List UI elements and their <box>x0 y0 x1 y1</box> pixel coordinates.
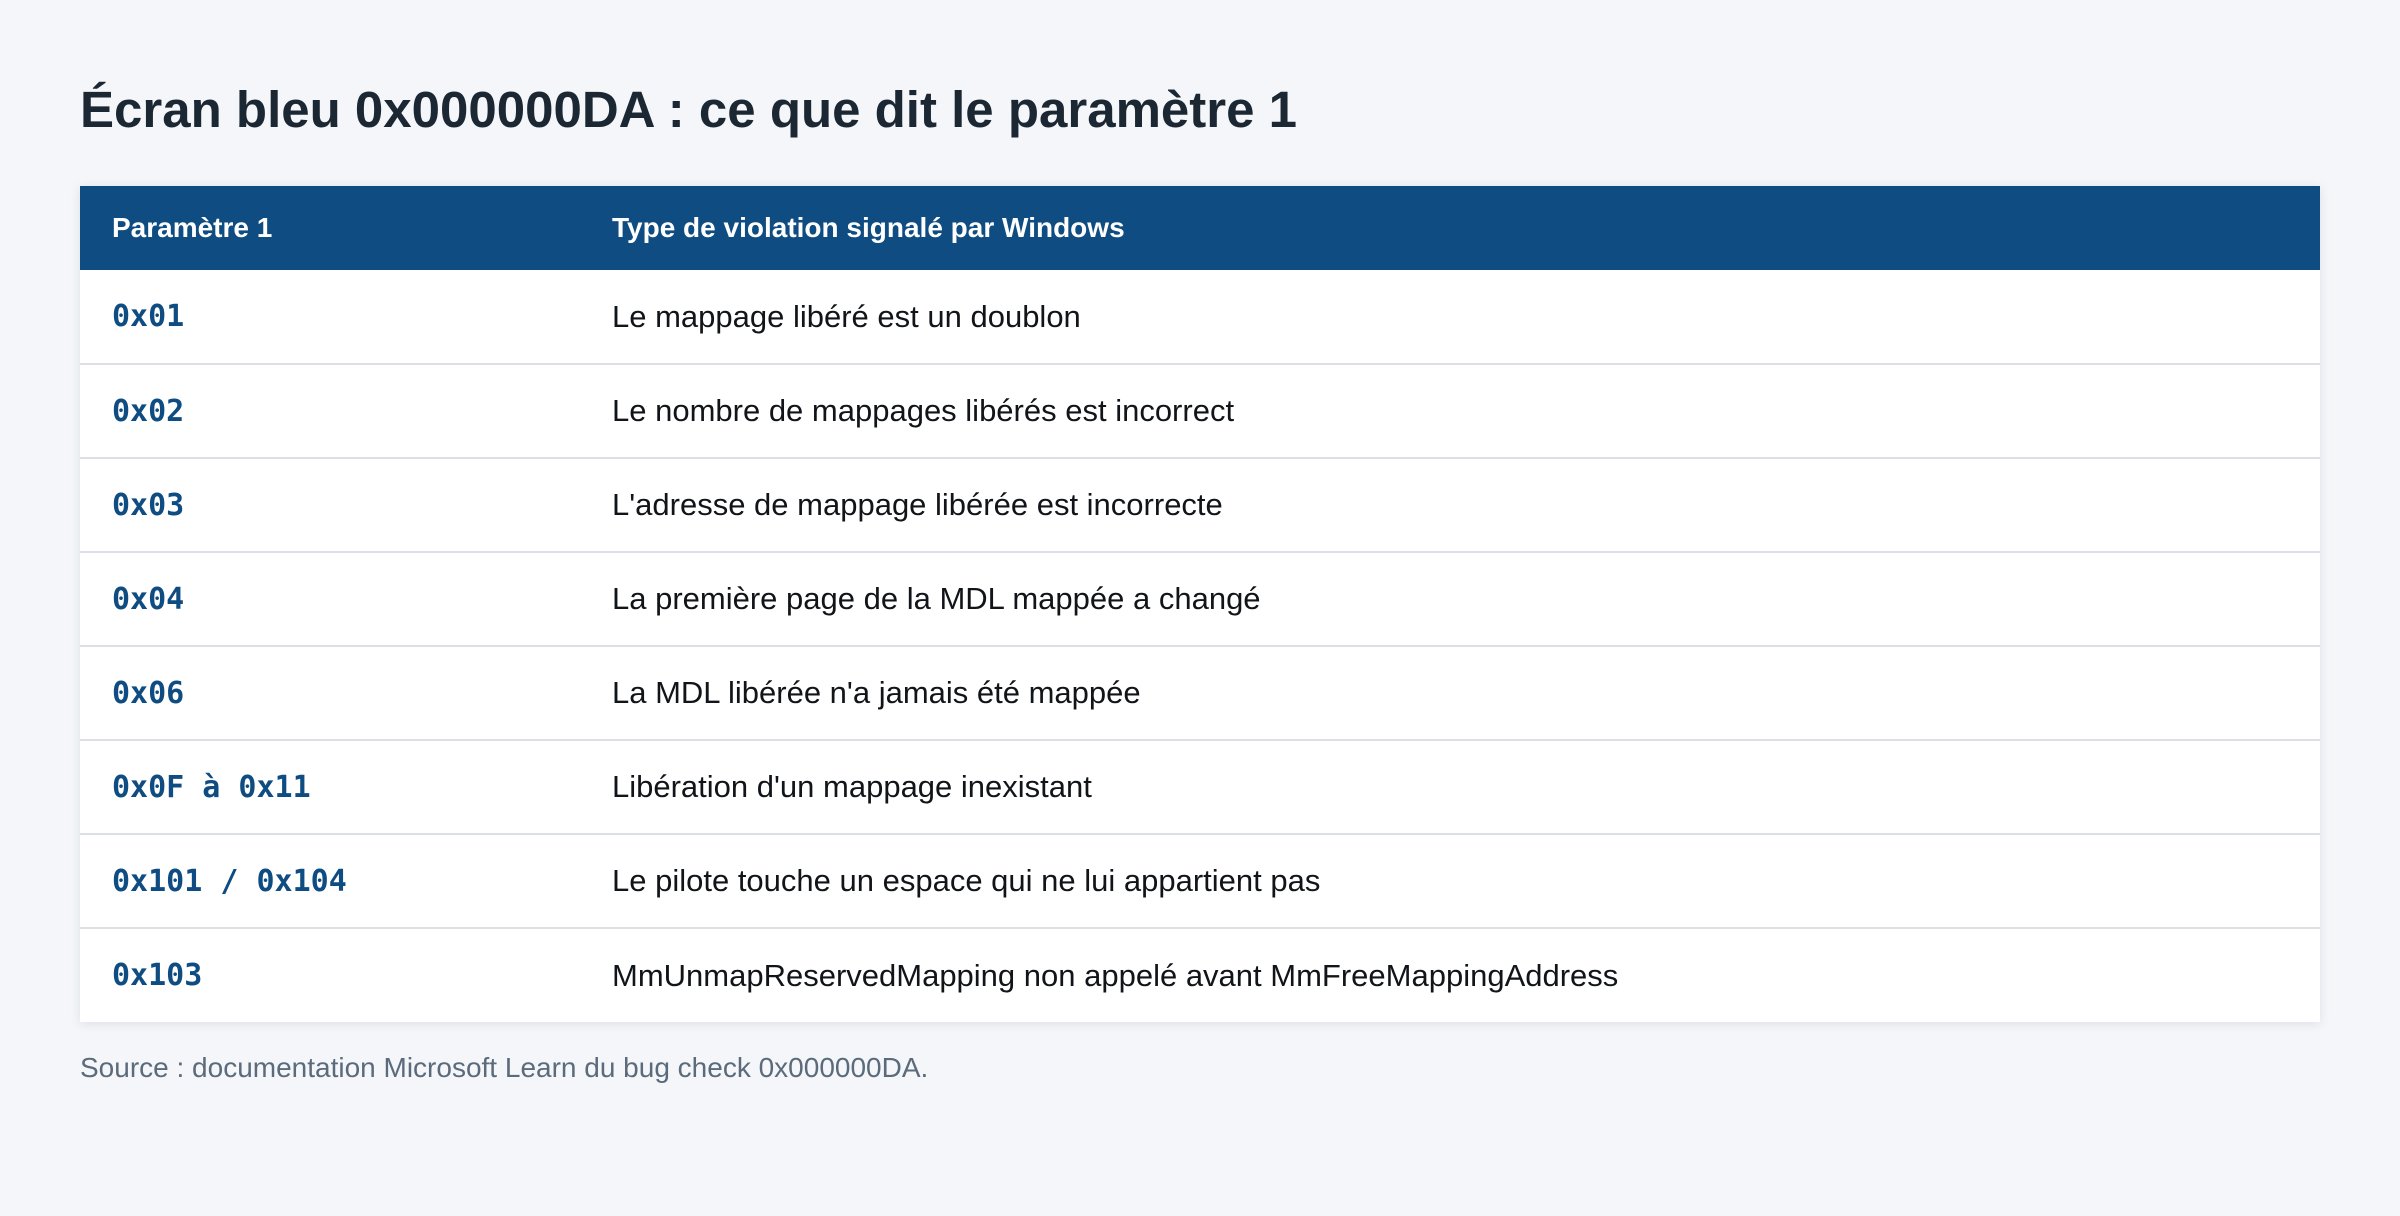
table-row <box>80 364 2320 458</box>
parameter-code: 0x03 <box>80 458 580 552</box>
parameter-code: 0x04 <box>80 552 580 646</box>
table-row <box>80 552 2320 646</box>
violation-description: MmUnmapReservedMapping non appelé avant MmFreeMappingAddress <box>580 928 2320 1022</box>
parameter-table <box>80 186 2320 1022</box>
violation-description: La MDL libérée n'a jamais été mappée <box>580 646 2320 740</box>
page-title: Écran bleu 0x000000DA : ce que dit le paramètre 1 <box>80 81 1298 138</box>
table-row <box>80 928 2320 1022</box>
parameter-code: 0x101 / 0x104 <box>80 834 580 928</box>
parameter-code: 0x02 <box>80 364 580 458</box>
violation-description: La première page de la MDL mappée a changé <box>580 552 2320 646</box>
violation-description: Libération d'un mappage inexistant <box>580 740 2320 834</box>
parameter-code: 0x103 <box>80 928 580 1022</box>
table-row <box>80 270 2320 364</box>
table-row <box>80 834 2320 928</box>
violation-description: Le pilote touche un espace qui ne lui appartient pas <box>580 834 2320 928</box>
parameter-code: 0x01 <box>112 299 185 334</box>
table-row <box>80 646 2320 740</box>
source-note: Source : documentation Microsoft Learn du bug check 0x000000DA. <box>80 1052 929 1083</box>
violation-description: Le nombre de mappages libérés est incorrect <box>580 364 2320 458</box>
table-row <box>80 458 2320 552</box>
violation-description: Le mappage libéré est un doublon <box>612 298 1081 334</box>
violation-description: L'adresse de mappage libérée est incorrecte <box>580 458 2320 552</box>
parameter-code: 0x0F à 0x11 <box>80 740 580 834</box>
column-header-violation-type: Type de violation signalé par Windows <box>612 212 1125 243</box>
table-row <box>80 740 2320 834</box>
table-header-row <box>80 186 2320 270</box>
parameter-table-container <box>80 186 2320 1022</box>
parameter-code: 0x06 <box>80 646 580 740</box>
column-header-parameter: Paramètre 1 <box>112 212 273 243</box>
